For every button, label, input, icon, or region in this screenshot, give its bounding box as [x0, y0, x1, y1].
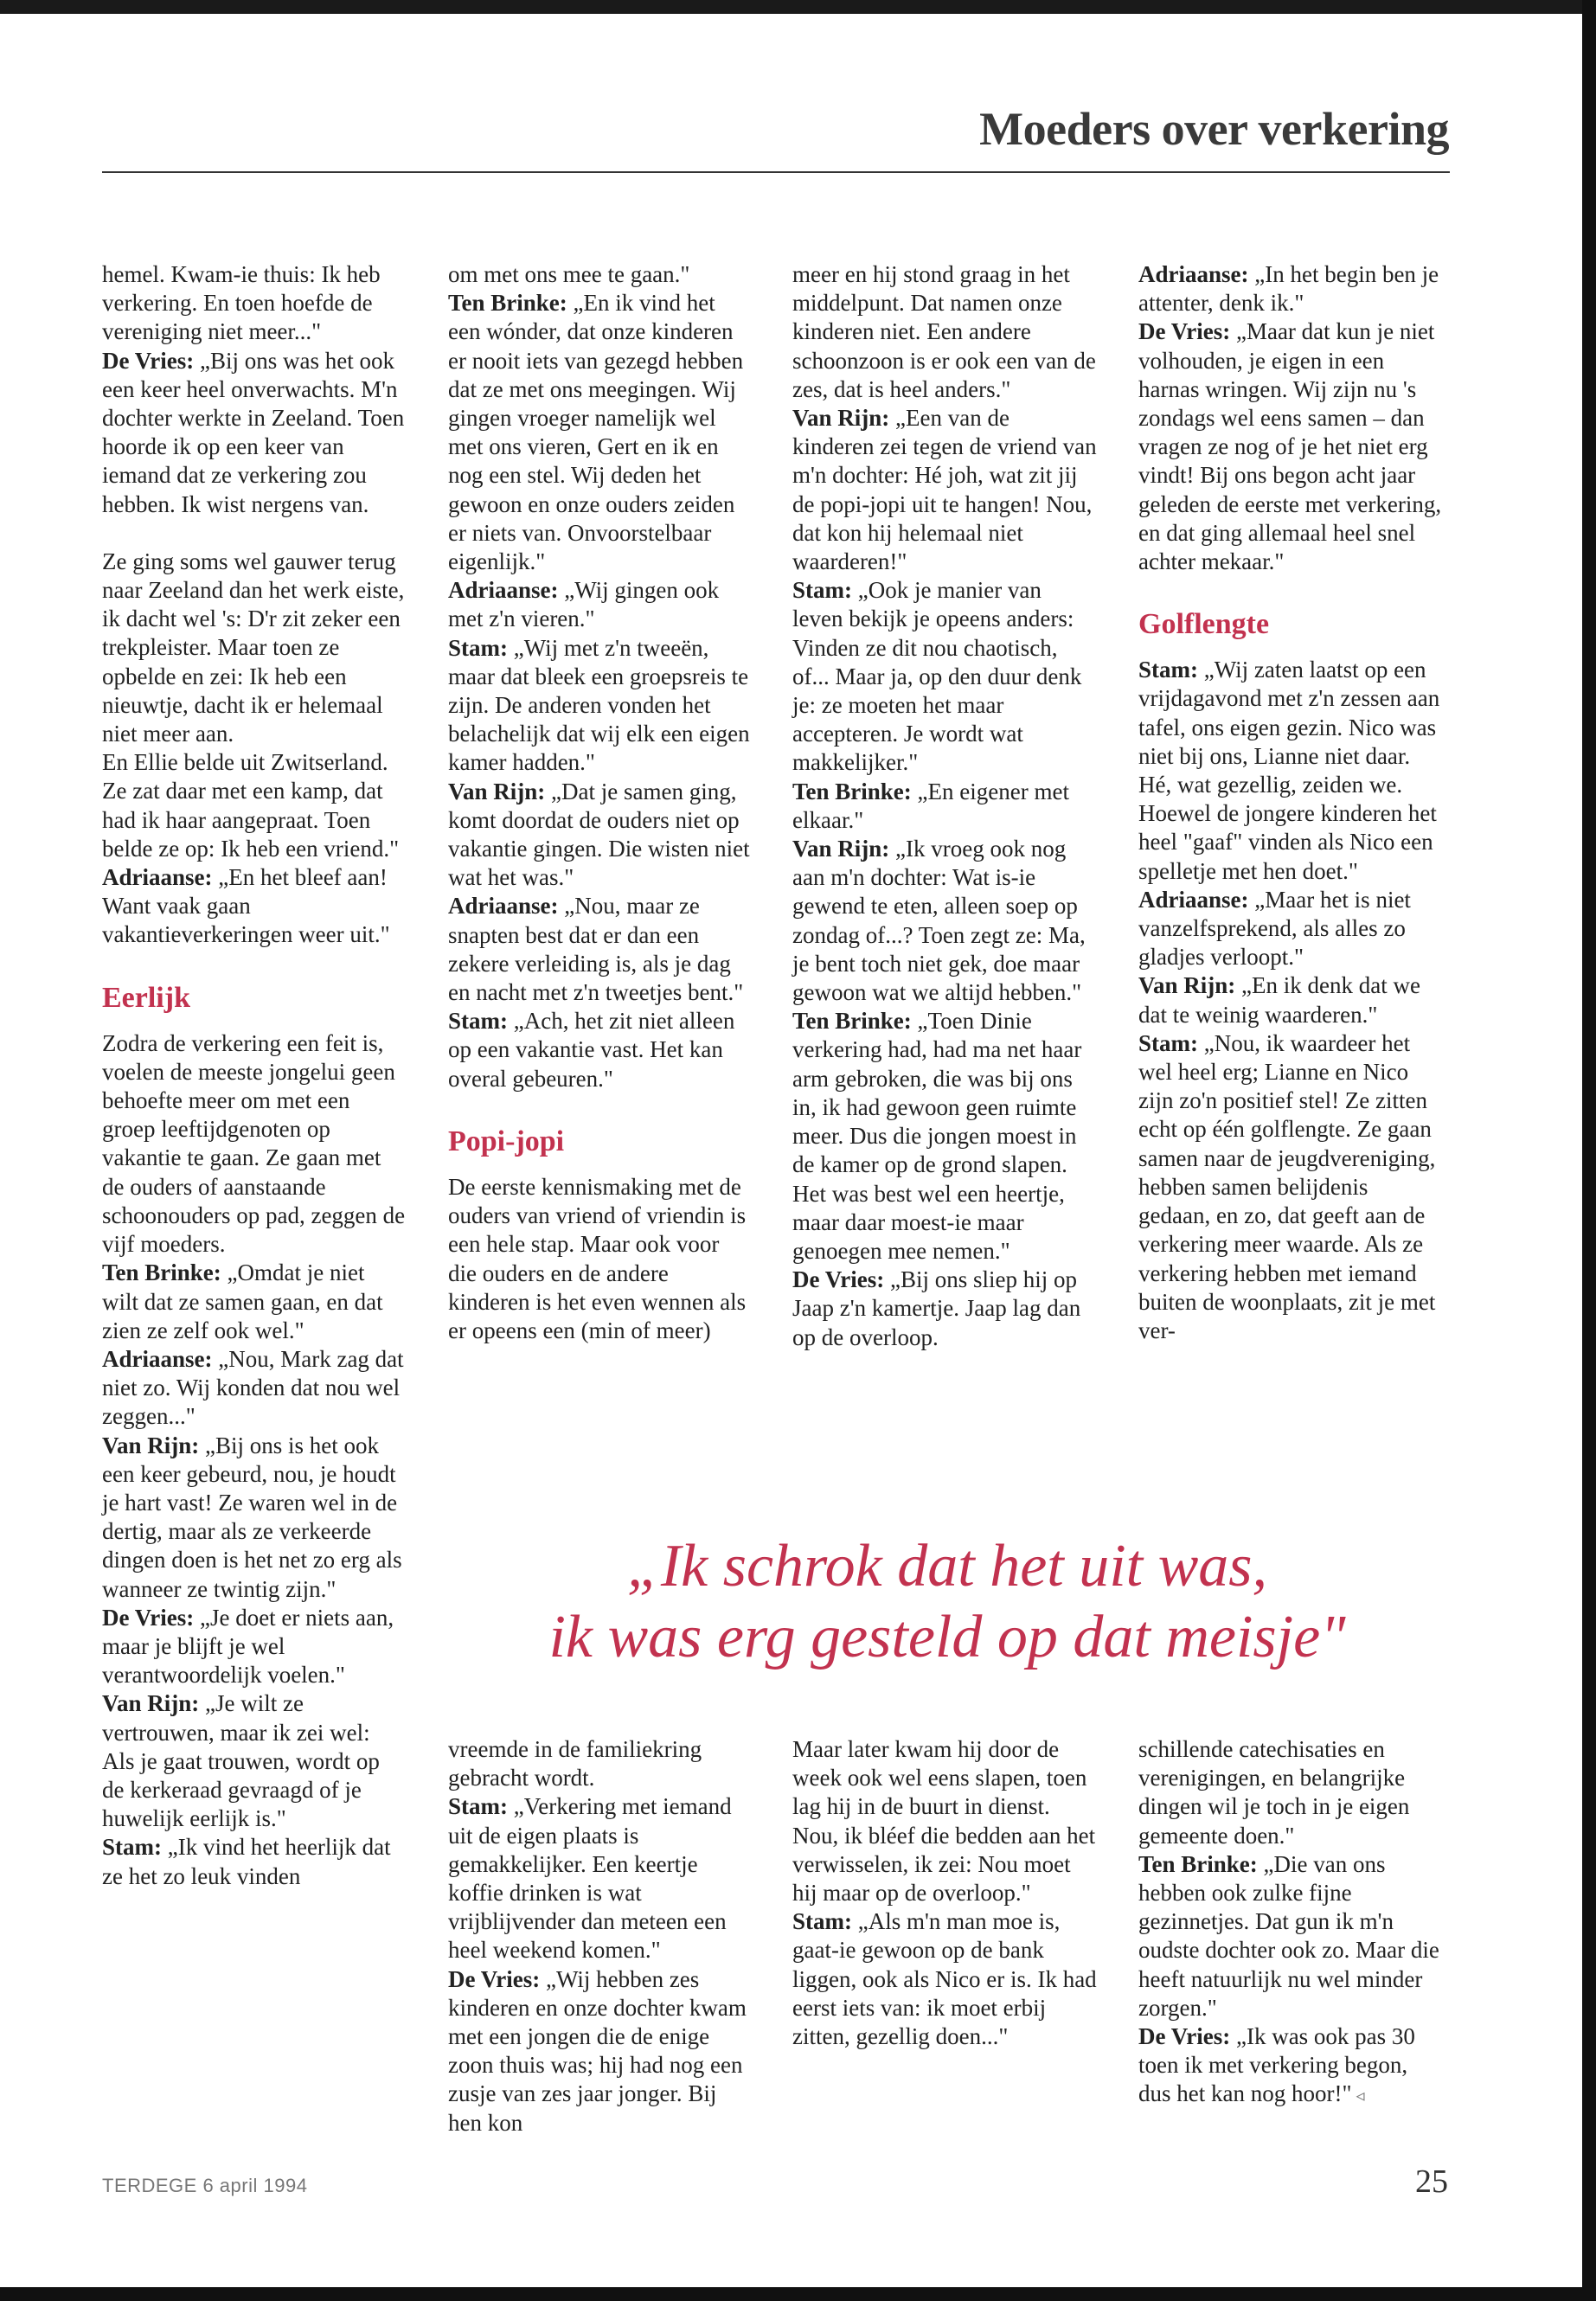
quote-text: „Ik vind het heerlijk dat ze het zo leuk vinden [102, 1834, 391, 1889]
speaker-paragraph [792, 1007, 1097, 1266]
quote-text: „Je doet er niets aan, maar je blijft je wel verantwoordelijk voelen." [102, 1604, 394, 1689]
quote-text: „En ik denk dat we dat te weinig waarderen." [1138, 972, 1420, 1028]
quote-text: „Bij ons sliep hij op Jaap z'n kamertje. Jaap lag dan op de overloop. [792, 1266, 1081, 1350]
speaker-paragraph [1138, 317, 1443, 576]
speaker-paragraph [1138, 656, 1443, 886]
article-column-4-lower [1138, 1735, 1443, 2112]
article-column-3 [792, 260, 1097, 1352]
speaker-paragraph [102, 1345, 407, 1432]
quote-text: „Wij gingen ook met z'n vieren." [448, 577, 720, 632]
quote-text: „Toen Dinie verkering had, had ma net haar arm gebroken, die was bij ons in, ik had gewoon geen ruimte meer. Dus die jongen moest in de kamer op de grond slapen. Het was best wel een heertje, maar daar moest-ie maar genoegen mee nemen." [792, 1008, 1082, 1264]
quote-text: „Nou, Mark zag dat niet zo. Wij konden dat nou wel zeggen..." [102, 1345, 404, 1430]
quote-text: „Verkering met iemand uit de eigen plaats is gemakkelijker. Een keertje koffie drinken is wat vrijblijvender dan meteen een heel weekend komen." [448, 1793, 732, 1964]
quote-text: „Nou, ik waardeer het wel heel erg; Lianne en Nico zijn zo'n positief stel! Ze zitten echt op één golflengte. Ze gaan samen naar de jeugdvereniging, hebben samen belijdenis gedaan, en zo, dat geeft aan de verkering meer waarde. Als ze verkering hebben met iemand buiten de woonplaats, zit je met ver- [1138, 1029, 1436, 1343]
speaker-paragraph [102, 1259, 407, 1345]
speaker-name: Ten Brinke: [792, 778, 912, 804]
speaker-paragraph [1138, 2022, 1443, 2112]
pull-quote-line-1: „Ik schrok dat het uit was, [626, 1533, 1268, 1599]
speaker-name: Adriaanse: [448, 577, 559, 604]
speaker-paragraph [792, 1266, 1097, 1352]
quote-text: „En eigener met elkaar." [792, 778, 1069, 833]
speaker-name: Stam: [448, 634, 508, 661]
speaker-paragraph [1138, 1850, 1443, 2022]
article-column-3-lower [792, 1735, 1097, 2051]
paragraph: De eerste kennismaking met de ouders van vriend of vriendin is een hele stap. Maar ook voor die ouders en de andere kinderen is het even wennen als er opeens een (min of meer) [448, 1173, 747, 1343]
speaker-name: Ten Brinke: [102, 1259, 221, 1286]
speaker-name: Stam: [448, 1793, 508, 1820]
speaker-name: Adriaanse: [1138, 886, 1249, 913]
speaker-name: De Vries: [792, 1266, 885, 1293]
speaker-paragraph [792, 778, 1097, 835]
quote-text: „Dat je samen ging, komt doordat de ouders niet op vakantie gingen. Die wisten niet wat het was." [448, 778, 750, 891]
speaker-paragraph [1138, 260, 1443, 317]
speaker-name: De Vries: [102, 347, 195, 374]
quote-text: „Omdat je niet wilt dat ze samen gaan, en dat zien ze zelf ook wel." [102, 1259, 383, 1343]
page-title: Moeders over verkering [979, 103, 1449, 155]
pull-quote-line-2: ik was erg gesteld op dat meisje" [548, 1604, 1346, 1670]
quote-text: „Maar dat kun je niet volhouden, je eigen in een harnas wringen. Wij zijn nu 's zondags wel eens samen – dan vragen ze nog of je het niet erg vindt! Bij ons begon acht jaar geleden de eerste met verkering, en dat ging allemaal heel snel achter mekaar." [1138, 318, 1442, 575]
quote-text: „Ik was ook pas 30 toen ik met verkering begon, dus het kan nog hoor!" [1138, 2023, 1415, 2107]
speaker-name: Stam: [792, 577, 852, 604]
page-number: 25 [1415, 2163, 1448, 2200]
speaker-name: De Vries: [1138, 318, 1231, 345]
speaker-name: Adriaanse: [448, 893, 559, 920]
speaker-name: Stam: [792, 1908, 852, 1935]
speaker-paragraph [448, 1007, 753, 1093]
quote-text: „Wij hebben zes kinderen en onze dochter kwam met een jongen die de enige zoon thuis was; hij had nog een zusje van zes jaar jonger. Bij hen kon [448, 1965, 747, 2136]
paragraph: schillende catechisaties en verenigingen, en belangrijke dingen wil je toch in je eigen gemeente doen." [1138, 1736, 1410, 1849]
section-heading: Eerlijk [102, 981, 190, 1014]
header-rule [102, 171, 1450, 173]
end-mark-icon: ◃ [1351, 2086, 1365, 2106]
scan-top-edge [0, 0, 1596, 14]
paragraph: Zodra de verkering een feit is, voelen de meeste jongelui geen behoefte meer om met een groep leeftijdgenoten op vakantie te gaan. Ze gaan met de ouders of aanstaande schoonouders op pad, zeggen de vijf moeders. [102, 1029, 406, 1258]
speaker-name: De Vries: [102, 1604, 195, 1631]
quote-text: „Ook je manier van leven bekijk je opeens anders: Vinden ze dit nou chaotisch, of... Maar ja, op den duur denk je: ze moeten het maar accepteren. Je wordt wat makkelijker." [792, 577, 1082, 776]
speaker-paragraph [792, 404, 1097, 576]
speaker-paragraph [792, 835, 1097, 1007]
speaker-name: Ten Brinke: [448, 290, 567, 317]
quote-text: „Een van de kinderen zei tegen de vriend van m'n dochter: Hé joh, wat zit jij de popi-jopi uit te hangen! Nou, dat kon hij helemaal niet waarderen!" [792, 405, 1097, 575]
article-column-1 [102, 260, 407, 1891]
speaker-paragraph [102, 1833, 407, 1890]
speaker-name: Van Rijn: [792, 405, 890, 432]
speaker-paragraph [102, 863, 407, 950]
speaker-name: Stam: [1138, 657, 1198, 683]
speaker-name: Stam: [102, 1834, 162, 1861]
quote-text: „En het bleef aan! Want vaak gaan vakantieverkeringen weer uit." [102, 864, 390, 948]
paragraph: meer en hij stond graag in het middelpunt. Dat namen onze kinderen niet. Een andere schoonzoon is er ook een van de zes, dat is heel anders." [792, 261, 1096, 402]
speaker-paragraph [1138, 971, 1443, 1029]
quote-text: „In het begin ben je attenter, denk ik." [1138, 261, 1439, 317]
speaker-name: Stam: [1138, 1029, 1198, 1056]
speaker-name: Ten Brinke: [1138, 1850, 1258, 1877]
speaker-paragraph [448, 778, 753, 893]
article-column-4 [1138, 260, 1443, 1345]
speaker-paragraph [792, 576, 1097, 777]
speaker-name: Van Rijn: [102, 1690, 200, 1717]
quote-text: „Bij ons was het ook een keer heel onverwachts. M'n dochter werkte in Zeeland. Toen hoorde ik op een keer van iemand dat ze verkering zou hebben. Ik wist nergens van. [102, 347, 405, 517]
speaker-paragraph [448, 289, 753, 576]
paragraph: hemel. Kwam-ie thuis: Ik heb verkering. En toen hoefde de vereniging niet meer..." [102, 261, 381, 345]
quote-text: „Die van ons hebben ook zulke fijne gezinnetjes. Dat gun ik m'n oudste dochter ook zo. Maar die heeft natuurlijk nu wel minder zorgen." [1138, 1850, 1439, 2021]
speaker-paragraph [448, 1792, 753, 1965]
quote-text: „Bij ons is het ook een keer gebeurd, nou, je houdt je hart vast! Ze waren wel in de dertig, maar als ze verkeerde dingen doen is het net zo erg als wanneer ze twintig zijn." [102, 1432, 402, 1602]
quote-text: „Nou, maar ze snapten best dat er dan een zekere verleiding is, als je dag en nacht met z'n tweetjes bent." [448, 893, 744, 1006]
paragraph-gap [102, 519, 407, 548]
quote-text: „En ik vind het een wónder, dat onze kinderen er nooit iets van gezegd hebben dat ze met ons meegingen. Wij gingen vroeger namelijk wel met ons vieren, Gert en ik en nog een stel. Wij deden het gewoon en onze ouders zeiden er niets van. Onvoorstelbaar eigenlijk." [448, 290, 744, 575]
speaker-paragraph [1138, 1029, 1443, 1345]
paragraph: Maar later kwam hij door de week ook wel eens slapen, toen lag hij in de buurt in dienst. Nou, ik bléef die bedden aan het verwisselen, ik zei: Nou moet hij maar op de overloop." [792, 1736, 1096, 1907]
speaker-name: Van Rijn: [448, 778, 546, 804]
paragraph: En Ellie belde uit Zwitserland. Ze zat daar met een kamp, dat had ik haar aangepraat. Toen belde ze op: Ik heb een vriend." [102, 749, 400, 862]
speaker-name: Van Rijn: [792, 836, 890, 862]
section-heading: Popi-jopi [448, 1125, 565, 1157]
speaker-paragraph [448, 892, 753, 1007]
quote-text: „Wij met z'n tweeën, maar dat bleek een groepsreis te zijn. De anderen vonden het belachelijk dat wij elk een eigen kamer hadden." [448, 634, 750, 776]
quote-text: „Wij zaten laatst op een vrijdagavond met z'n zessen aan tafel, ons eigen gezin. Nico was niet bij ons, Lianne niet daar. Hé, wat gezellig, zeiden we. Hoewel de jongere kinderen het heel "gaaf" vinden als Nico een spelletje met hen doet." [1138, 657, 1440, 884]
speaker-paragraph [102, 347, 407, 519]
scan-bottom-edge [0, 2287, 1596, 2301]
quote-text: „Ik vroeg ook nog aan m'n dochter: Wat is-ie gewend te eten, alleen soep op zondag of...? Toen zegt ze: Ma, je bent toch niet gek, doe maar gewoon wat we altijd hebben." [792, 836, 1086, 1006]
pull-quote [450, 1531, 1445, 1673]
paragraph: om met ons mee te gaan." [448, 261, 690, 287]
quote-text: „Als m'n man moe is, gaat-ie gewoon op de bank liggen, ook als Nico er is. Ik had eerst iets van: ik moet erbij zitten, gezellig doen..." [792, 1908, 1097, 2050]
speaker-paragraph [102, 1689, 407, 1833]
speaker-name: Adriaanse: [102, 864, 213, 891]
article-column-2-lower [448, 1735, 753, 2138]
speaker-paragraph [1138, 886, 1443, 972]
speaker-name: Adriaanse: [102, 1345, 213, 1372]
quote-text: „Je wilt ze vertrouwen, maar ik zei wel: Als je gaat trouwen, wordt op de kerkeraad gevraagd of je huwelijk eerlijk is." [102, 1690, 380, 1832]
quote-text: „Ach, het zit niet alleen op een vakantie vast. Het kan overal gebeuren." [448, 1008, 735, 1092]
speaker-name: Van Rijn: [102, 1432, 200, 1458]
speaker-name: De Vries: [448, 1965, 541, 1992]
speaker-name: Stam: [448, 1008, 508, 1035]
section-heading: Golflengte [1138, 608, 1270, 641]
speaker-paragraph [448, 1965, 753, 2138]
article-column-2 [448, 260, 753, 1345]
scan-right-edge [1582, 0, 1596, 2301]
paragraph: Ze ging soms wel gauwer terug naar Zeeland dan het werk eiste, ik dacht wel 's: D'r zit zeker een trekpleister. Maar toen ze opbelde en zei: Ik heb een nieuwtje, dacht ik er helemaal niet meer aan. [102, 548, 405, 747]
speaker-paragraph [448, 634, 753, 778]
speaker-paragraph [792, 1907, 1097, 2051]
speaker-name: Adriaanse: [1138, 261, 1249, 287]
paragraph: vreemde in de familiekring gebracht wordt. [448, 1736, 702, 1791]
speaker-name: Ten Brinke: [792, 1008, 912, 1035]
speaker-name: Van Rijn: [1138, 972, 1236, 999]
speaker-paragraph [448, 576, 753, 633]
speaker-paragraph [102, 1604, 407, 1690]
speaker-paragraph [102, 1432, 407, 1604]
publication-footer: TERDEGE 6 april 1994 [102, 2175, 308, 2196]
speaker-name: De Vries: [1138, 2023, 1231, 2050]
quote-text: „Maar het is niet vanzelfsprekend, als alles zo gladjes verloopt." [1138, 886, 1411, 971]
